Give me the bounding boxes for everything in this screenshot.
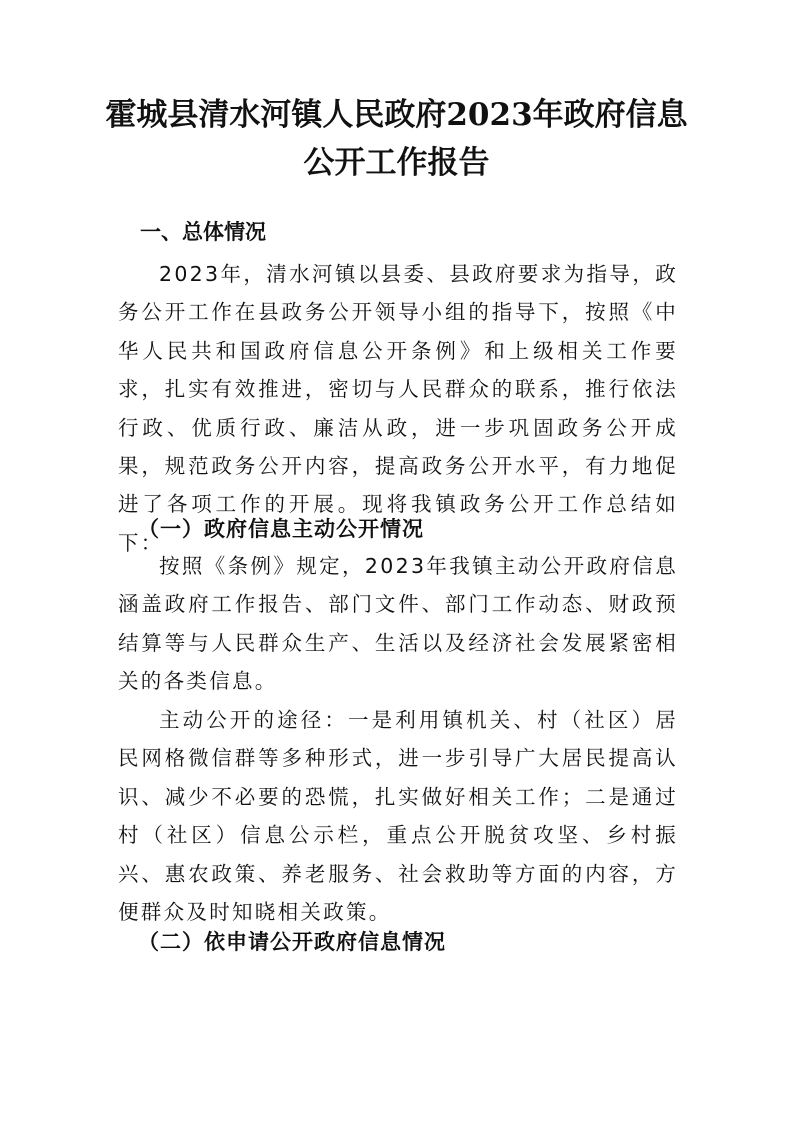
report-title-line-2: 公开工作报告 bbox=[303, 145, 490, 181]
subsection-heading-proactive-disclosure: （一）政府信息主动公开情况 bbox=[138, 517, 424, 541]
intro-paragraph: 2023年，清水河镇以县委、县政府要求为指导，政务公开工作在县政务公开领导小组的指导下，按照《中华人民共和国政府信息公开条例》和上级相关工作要求，扎实有效推进，密切与人民群众的联系，推行依法行政、优质行政、廉洁从政，进一步巩固政务公开成果，规范政务公开内容，提高政务公开水平，有力地促进了各项工作的开展。现将我镇政务公开工作总结如下： bbox=[118, 262, 678, 555]
report-title-line-1: 霍城县清水河镇人民政府2023年政府信息 bbox=[105, 97, 688, 133]
disclosure-channels-paragraph: 主动公开的途径：一是利用镇机关、村（社区）居民网格微信群等多种形式，进一步引导广大居民提高认识、减少不必要的恐慌，扎实做好相关工作；二是通过村（社区）信息公示栏，重点公开脱贫攻坚、乡村振兴、惠农政策、养老服务、社会救助等方面的内容，方便群众及时知晓相关政策。 bbox=[118, 708, 678, 925]
proactive-disclosure-paragraph: 按照《条例》规定，2023年我镇主动公开政府信息涵盖政府工作报告、部门文件、部门工作动态、财政预结算等与人民群众生产、生活以及经济社会发展紧密相关的各类信息。 bbox=[118, 554, 678, 694]
section-heading-overview: 一、总体情况 bbox=[140, 220, 266, 244]
subsection-heading-application-disclosure: （二）依申请公开政府信息情况 bbox=[138, 930, 446, 954]
